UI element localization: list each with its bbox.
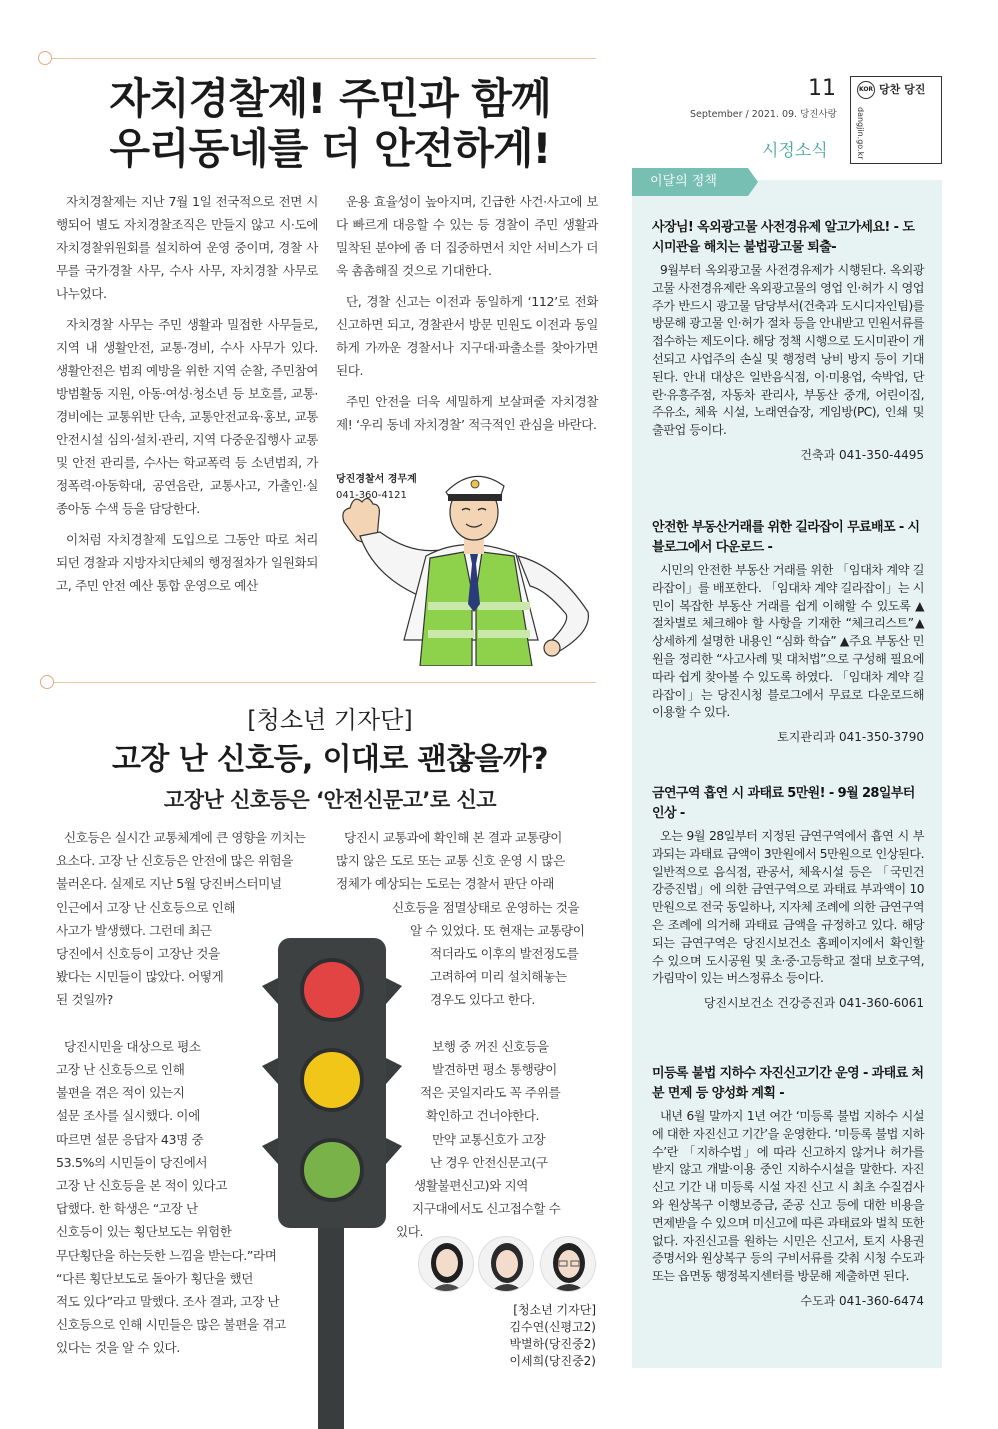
kor-badge: KOR xyxy=(857,81,875,99)
article2-right-line: 적더라도 이후의 발전정도를 xyxy=(430,946,579,961)
middle-rule xyxy=(50,682,596,683)
article2-left-line: 된 것일까? xyxy=(56,992,113,1008)
logo-url: dangjin.go.kr xyxy=(856,107,865,160)
article2-left-line: 53.5%의 시민들이 당진에서 xyxy=(56,1154,208,1170)
article2-right-line: 정체가 예상되는 도로는 경찰서 판단 아래 xyxy=(336,876,555,892)
article2-right-line: 신호등을 점멸상태로 운영하는 것을 xyxy=(392,899,580,915)
sidebar-tab: 이달의 정책 xyxy=(632,168,748,196)
policy-title: 사장님! 옥외광고물 사전경유제 알고가세요! - 도시미관을 해치는 불법광고물 퇴출- xyxy=(652,220,915,255)
article2-left-line: 요소다. 고장 난 신호등은 안전에 많은 위험을 xyxy=(56,853,294,869)
top-rule-dot xyxy=(38,51,52,65)
article2-left-line: 설문 조사를 실시했다. 이에 xyxy=(56,1108,200,1124)
policy-contact: 당진시보건소 건강증진과 041-360-6061 xyxy=(703,996,924,1011)
reporter-name: 이세희(당진중2) xyxy=(509,1354,596,1368)
police-officer-illustration xyxy=(338,462,600,666)
article2-left-line: 불러온다. 실제로 지난 5월 당진버스터미널 xyxy=(56,876,282,892)
article2-left-line: 인근에서 고장 난 신호등으로 인해 xyxy=(56,899,236,915)
article2-right-line: 생활불편신고)와 지역 xyxy=(414,1178,529,1193)
youth-reporter-kicker: [청소년 기자단] xyxy=(247,706,413,734)
article2-left-line: 신호등은 실시간 교통체계에 큰 영향을 끼치는 xyxy=(64,830,306,845)
article2-right-line: 경우도 있다고 한다. xyxy=(430,992,535,1008)
article2-right-line: 발견하면 평소 통행량이 xyxy=(432,1062,557,1077)
article2-left-line: 신호등이 있는 횡단보도는 위험한 xyxy=(56,1224,232,1240)
paragraph: 자치경찰 사무는 주민 생활과 밀접한 사무들로, 지역 내 생활안전, 교통·경비, 수사 사무가 있다. 생활안전은 범죄 예방을 위한 지역 순찰, 주민참여 방범활동 지원, 아동·여성·청소년 등 보호를, 교통·경비에는 교통위반 단속, 교통안전교육·홍보, 교통안전시설 심의·설치·관리, 지역 다중운집행사 교통 및 안전 관리를, 수사는 학교폭력 등 소년범죄, 가정폭력·아동학대, 공연음란, 교통사고, 가출인·실종아동 수색 등을 담당한다. xyxy=(56,317,318,516)
article2-left-line: 적도 있다”라고 말했다. 조사 결과, 고장 난 xyxy=(56,1294,280,1309)
policy-contact: 수도과 041-360-6474 xyxy=(800,1293,924,1308)
article2-left-line: 무단횡단을 하는듯한 느낌을 받는다.”라며 xyxy=(56,1247,277,1263)
article2-right-line: 알 수 있었다. 또 현재는 교통량이 xyxy=(410,922,585,938)
officer-phone: 041-360-4121 xyxy=(336,490,407,501)
reporter-name: 김수연(신평고2) xyxy=(509,1320,596,1334)
policy-body: 시민의 안전한 부동산 거래를 위한 「임대차 계약 길라잡이」를 배포한다. 「임대차 계약 길라잡이」는 시민이 복잡한 부동산 거래를 쉽게 이해할 수 있도록 ▲절차별로 체크해야 할 사항을 기재한 “체크리스트”▲상세하게 설명한 내용인 “심화 학습” ▲주요 부동산 민원을 정리한 “사고사례 및 대처법”으로 구성해 필요에 따라 쉽게 찾아볼 수 있도록 하였다. 「임대차 계약 길라잡이」는 당진시청 블로그에서 무료로 다운로드해 이용할 수 있다. xyxy=(652,563,924,720)
officer-dept: 당진경찰서 경무계 xyxy=(336,474,417,485)
reporter-photo-3 xyxy=(540,1236,596,1292)
section-name: 시정소식 xyxy=(762,141,828,161)
article2-left-line: 고장 난 신호등을 본 적이 있다고 xyxy=(56,1178,227,1193)
policy-item xyxy=(652,784,924,1014)
article2-left-line: 봤다는 시민들이 많았다. 어떻게 xyxy=(56,969,224,985)
reporter-credits xyxy=(470,1302,596,1370)
date-line: September / 2021. 09. 당진사랑 xyxy=(690,109,837,120)
article2-left-line: 답했다. 한 학생은 “고장 난 xyxy=(56,1201,198,1217)
article2-left-line: 따르면 설문 응답자 43명 중 xyxy=(56,1131,204,1147)
policy-title: 미등록 불법 지하수 자진신고기간 운영 - 과태료 처분 면제 등 양성화 계획 - xyxy=(652,1066,924,1101)
paragraph: 이처럼 자치경찰제 도입으로 그동안 따로 처리되던 경찰과 지방자치단체의 행정절차가 일원화되고, 주민 안전 예산 통합 운영으로 예산 xyxy=(56,532,318,593)
article2-right-line: 고려하여 미리 설치해놓는 xyxy=(430,969,567,985)
article2-subtitle: 고장난 신호등은 ‘안전신문고’로 신고 xyxy=(163,788,497,812)
policy-contact: 토지관리과 041-350-3790 xyxy=(777,730,924,745)
reporter-photo-2 xyxy=(478,1236,534,1292)
article2-left-line: 불편을 겪은 적이 있는지 xyxy=(56,1085,185,1101)
article2-right-line: 만약 교통신호가 고장 xyxy=(432,1131,546,1147)
article2-left-line: 있다는 것을 알 수 있다. xyxy=(56,1340,180,1356)
article2-right-line: 난 경우 안전신문고(구 xyxy=(430,1154,548,1170)
article2-right-line: 적은 곳일지라도 꼭 주위를 xyxy=(420,1085,561,1101)
policy-item xyxy=(652,1064,924,1312)
policy-title: 안전한 부동산거래를 위한 길라잡이 무료배포 - 시 블로그에서 다운로드 - xyxy=(652,520,920,555)
paragraph: 운용 효율성이 높아지며, 긴급한 사건·사고에 보다 빠르게 대응할 수 있는 등 경찰이 주민 생활과 밀착된 분야에 좀 더 집중하면서 치안 서비스가 더욱 촘촘해질 것으로 기대한다. xyxy=(336,194,598,278)
article2-left-line: 당진에서 신호등이 고장난 것을 xyxy=(56,946,220,961)
page-number: 11 xyxy=(808,76,836,101)
article2-left-line: 신호등으로 인해 시민들은 많은 불편을 겪고 xyxy=(56,1317,286,1333)
article2-right-line: 확인하고 건너야한다. xyxy=(426,1108,540,1124)
article2-right-line: 지구대에서도 신고접수할 수 xyxy=(412,1201,561,1217)
article2-left-line: “다른 횡단보도로 돌아가 횡단을 했던 xyxy=(56,1270,254,1286)
policy-contact: 건축과 041-350-4495 xyxy=(800,447,924,462)
policy-title: 금연구역 흡연 시 과태료 5만원! - 9월 28일부터 인상 - xyxy=(652,786,915,821)
article2-right-line: 많지 않은 도로 또는 교통 신호 운영 시 많은 xyxy=(336,853,565,869)
policy-body: 9월부터 옥외광고물 사전경유제가 시행된다. 옥외광고물 사전경유제란 옥외광고물의 영업 인·허가 시 영업주가 반드시 광고물 담당부서(건축과 도시디자인팀)를 방문해 광고물 인·허가 절차 등을 안내받고 민원서류를 접수하는 제도이다. 해당 정책 시행으로 도시미관이 개선되고 사업주의 손실 및 행정력 낭비 방지 등이 기대된다. 안내 대상은 일반음식점, 이·미용업, 숙박업, 단란·유흥주점, 자동차 관리사, 부동산 중개, 어린이집, 주유소, 체육 시설, 노래연습장, 게임방(PC), 인쇄 및 출판업 등이다. xyxy=(652,263,924,438)
policy-item xyxy=(652,518,924,748)
article2-right-line: 당진시 교통과에 확인해 본 결과 교통량이 xyxy=(344,830,563,845)
policy-item xyxy=(652,218,924,466)
middle-rule-dot xyxy=(40,675,54,689)
policy-body: 내년 6월 말까지 1년 여간 ‘미등록 불법 지하수 시설에 대한 자진신고 기간’을 운영한다. ‘미등록 불법 지하수’란 「지하수법」에 따라 신고하지 않거나 허가를 받지 않고 개발·이용 중인 지하수시설을 말한다. 자진신고 기간 내 미등록 시설 자진 신고 시 최초 수질검사와 원상복구 이행보증금, 준공 신고 등에 대한 비용을 면제받을 수 있으며 미신고에 따른 과태료와 벌칙 또한 없다. 자진신고를 원하는 시민은 신고서, 토지 사용권 증명서와 원상복구 등의 구비서류를 갖춰 시청 수도과 또는 읍면동 행정복지센터를 방문해 제출하면 된다. xyxy=(652,1109,924,1284)
paragraph: 주민 안전을 더욱 세밀하게 보살펴줄 자치경찰제! ‘우리 동네 자치경찰’ 적극적인 관심을 바란다. xyxy=(336,394,598,432)
traffic-light-illustration xyxy=(260,934,404,1429)
article2-left-line: 당진시민을 대상으로 평소 xyxy=(64,1038,201,1054)
reporter-name: 박별하(당진중2) xyxy=(509,1337,596,1351)
article2-right-line: 있다. xyxy=(396,1224,424,1240)
article2-left-line: 사고가 발생했다. 그런데 최근 xyxy=(56,922,212,938)
paragraph: 자치경찰제는 지난 7월 1일 전국적으로 전면 시행되어 별도 자치경찰조직은 만들지 않고 시·도에 자치경찰위원회를 설치하여 운영 중이며, 경찰 사무를 국가경찰 사무, 수사 사무, 자치경찰 사무로 나누었다. xyxy=(56,194,318,301)
paragraph: 단, 경찰 신고는 이전과 동일하게 ‘112’로 전화신고하면 되고, 경찰관서 방문 민원도 이전과 동일하게 가까운 경찰서나 지구대·파출소를 찾아가면 된다. xyxy=(336,294,598,378)
reporters-label: [청소년 기자단] xyxy=(513,1303,596,1317)
article2-title: 고장 난 신호등, 이대로 괜찮을까? xyxy=(112,742,548,777)
headline-line1: 자치경찰제! 주민과 함께 xyxy=(109,74,551,123)
logo-text: 당찬 당진 xyxy=(879,83,926,96)
article1-col2 xyxy=(336,190,598,444)
article2-left-line: 고장 난 신호등으로 인해 xyxy=(56,1062,185,1077)
top-rule xyxy=(44,58,596,59)
reporter-photo-1 xyxy=(418,1236,474,1292)
article1-col1 xyxy=(56,190,318,605)
headline-line2: 우리동네를 더 안전하게! xyxy=(109,124,551,173)
city-logo xyxy=(850,76,942,164)
policy-body: 오는 9월 28일부터 지정된 금연구역에서 흡연 시 부과되는 과태료 금액이 3만원에서 5만원으로 인상된다. 일반적으로 음식점, 관공서, 체육시설 등은 「국민건강증진법」에 의한 금연구역으로 과태료 부과액이 10만원으로 전국 동일하나, 지자체 조례에 의한 금연구역은 조례에 의거해 과태료 금액을 규정하고 있다. 해당되는 금연구역은 당진시보건소 홈페이지에서 확인할 수 있으며 도시공원 및 초·중·고등학교 절대 보호구역, 가림막이 있는 버스정류소 등이다. xyxy=(652,829,924,986)
article2-right-line: 보행 중 꺼진 신호등을 xyxy=(432,1038,549,1054)
